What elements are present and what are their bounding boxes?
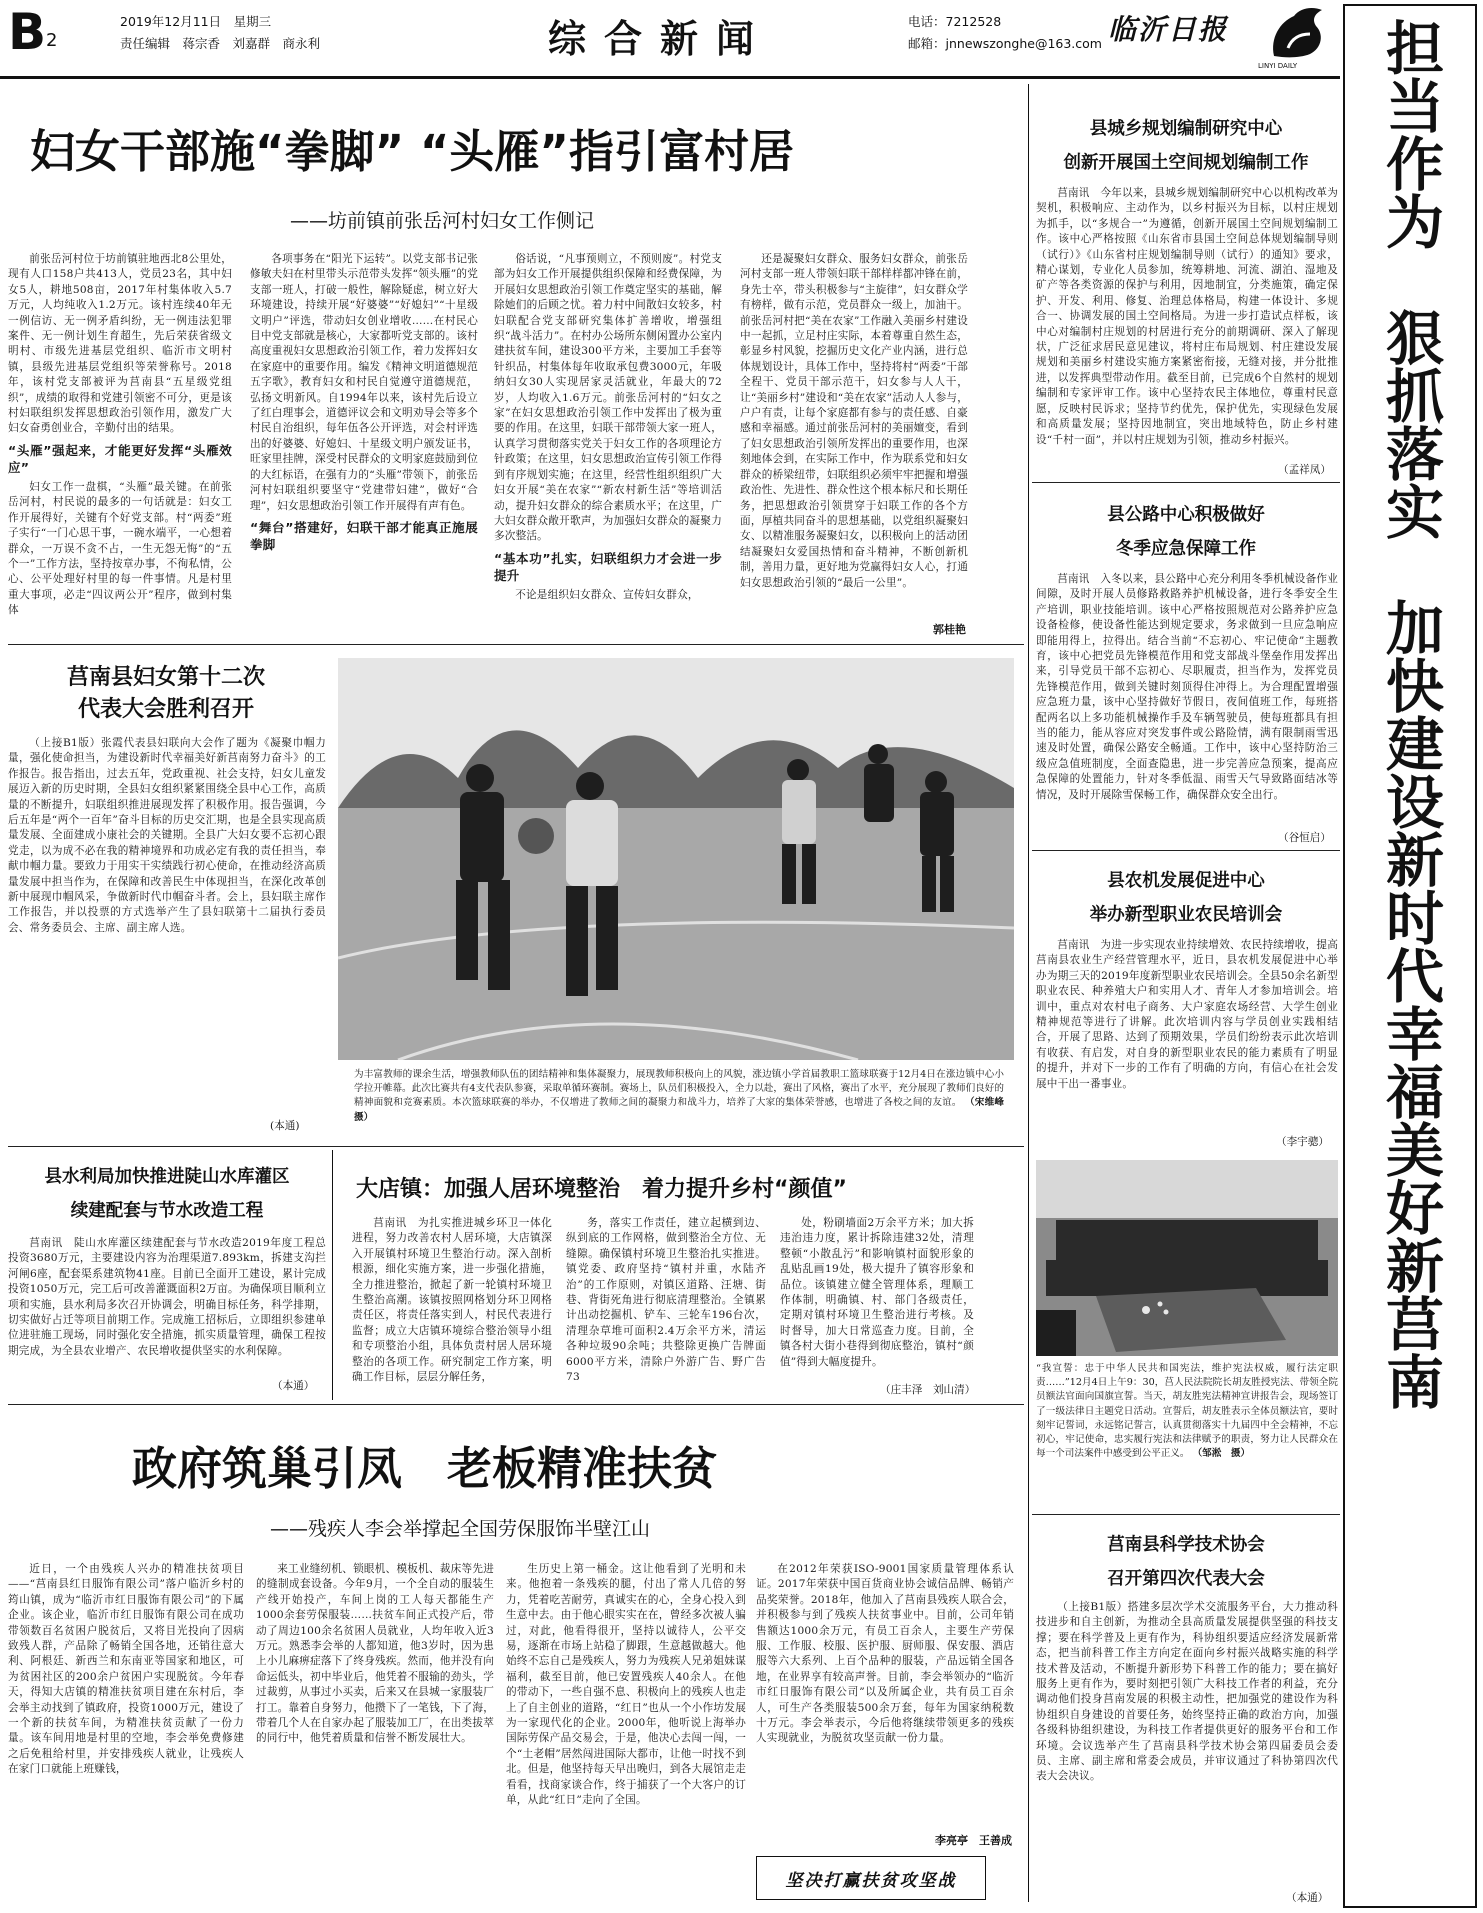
water-title-line: 续建配套与节水改造工程 (70, 1201, 264, 1221)
slogan-box (1343, 4, 1477, 1908)
dadian-author: （庄丰泽 刘山清） (880, 1384, 976, 1396)
right-a3-paragraph: 莒南讯 为进一步实现农业持续增效、农民持续增收，提高莒南县农业生产经营管理水平，近日，县农机发展促进中心举办为期三天的2019年度新型职业农民培训会。全县50余名新型职业农民、种养殖大户和实用人才、青年人才参加培训会。培训中，重点对农村电子商务、大户家庭农场经营、大学生创业精神规范等进行了讲解。此次培训内容与学员创业实践相结合，开展了思路、达到了预期效果，学员们纷纷表示此次培训有收获、有启发，对自身的新型职业农民的能力素质有了明显的提升，并对下一步的工作有了明确的方向，有信心在社会发展中干出一番事业。 (1036, 939, 1338, 1090)
lead-column-4 (740, 252, 968, 622)
photo-caption (354, 1068, 1014, 1125)
feature-column-3 (506, 1562, 746, 1906)
lead-subhead: “头雁”强起来，才能更好发挥“头雁效应” (8, 442, 232, 475)
feature-paragraph: 来工业缝纫机、锁眼机、模板机、裁床等先进的缝制成套设备。今年9月，一个全自动的服装生产线开始投产，车间上岗的工人每天都能生产1000余套劳保服装……扶贫车间正式投产后，带动了周边100余名贫困人员就业，人均年收入近3万元。熟悉李会举的人都知道，他3岁时，因为患上小儿麻痹症落下了终身残疾。然而，他并没有向命运低头，初中毕业后，他凭着不服输的劲头，学过裁剪，从事过小买卖，后来又在县城一家服装厂打工。靠着自身努力，他攒下了一笔钱，下了海，带着几个人在自家办起了服装加工厂，在出类拔萃的同行中，他凭着质量和信誉不断发展壮大。 (256, 1563, 494, 1745)
lead-title: 妇女干部施“拳脚” “头雁”指引富村居 (30, 125, 794, 178)
basketball-photo (338, 658, 1014, 1060)
feature-title: 政府筑巢引凤 老板精准扶贫 (132, 1442, 718, 1495)
right-a2-body (1036, 572, 1338, 824)
lead-column-3 (494, 252, 722, 638)
right-a1-end: （孟祥凤） (1278, 464, 1331, 476)
paper-logo (1108, 4, 1338, 72)
right-a1-title-line: 县城乡规划编制研究中心 (1089, 119, 1283, 139)
oath-caption (1036, 1362, 1338, 1461)
right-a1-title-line: 创新开展国土空间规划编制工作 (1063, 153, 1309, 173)
fuda-title-line: 代表大会胜利召开 (77, 697, 254, 722)
right-a2-end: （谷恒启） (1278, 832, 1331, 844)
feature-column-2 (256, 1562, 494, 1906)
oath-scene-icon (1036, 1160, 1338, 1356)
fuda-end: (本通) (270, 1120, 300, 1132)
water-title-line: 县水利局加快推进陡山水库灌区 (44, 1167, 290, 1187)
dadian-paragraph: 务，落实工作责任，建立起横到边、纵到底的工作网格，做到整治全方位、无缝隙。确保镇村环境卫生整治扎实推进。镇党委、政府坚持“镇村并重，水陆齐治”的工作原则，对镇区道路、汪塘、街巷、背街死角进行彻底清理整治。全镇累计出动挖掘机、铲车、三轮车196台次，清理杂草堆可面积2.4万余平方米，清运各种垃圾90余吨；共整除更换广告牌面6000平方米，清除户外游广告、野广告73 (566, 1217, 766, 1384)
feature-paragraph: 生历史上第一桶金。这让他看到了光明和未来。他抱着一条残疾的腿，付出了常人几倍的努力，凭着吃苦耐劳，真诚实在的心，全身心投入到生意中去。由于他心眼实实在在，曾经多次被人骗过，对此，他看得很开，坚持以诚待人，公平交易，逐渐在市场上站稳了脚跟，生意越做越大。他始终不忘自己是残疾人，努力为残疾人兄弟姐妹谋福利，截至目前，他已安置残疾人40余人。在他的带动下，一些自强不息、积极向上的残疾人也走上了自主创业的道路，“红日”也从一个小作坊发展为一家现代化的企业。2000年，他听说上海举办国际劳保产品交易会，于是，他决心去闯一闯，一个“土老帽”居然闯进国际大都市，让他一时找不到北。但是，他坚持每天早出晚归，到各大展馆走走看看，找商家谈合作，终于捕获了一个大客户的订单，从此“红日”走向了全国。 (506, 1563, 746, 1807)
phone-label: 电话： (908, 14, 946, 29)
oath-caption-text: “我宣誓：忠于中华人民共和国宪法，维护宪法权威，履行法定职责……”12月4日上午9：30，莒人民法院院长胡友胜授宪法、带领全院员额法官面向国旗宣誓。当天，胡友胜宪法精神宣讲报告会，现场签订了一级法律日主题党日活动。宣誓后，胡友胜表示全体员额法官，要时刻牢记誓词，永远铭记誓言，认真贯彻落实十九届四中全会精神，不忘初心，牢记使命，忠实履行宪法和法律赋予的职责，努力让人民群众在每一个司法案件中感受到公平正义。 (1036, 1363, 1338, 1460)
right-a2-title (1032, 498, 1340, 566)
page-number: 2 (46, 30, 58, 51)
dadian-column-1 (352, 1216, 552, 1396)
lead-bottom-rule (8, 644, 1024, 645)
water-title (8, 1160, 326, 1228)
feature-author: 李亮亭 王善成 (935, 1834, 1012, 1847)
right-a3-end: （李宇骢） (1276, 1136, 1329, 1148)
email-line (908, 34, 1102, 52)
fuda-body (8, 736, 326, 1132)
lead-author: 郭桂艳 (933, 623, 966, 636)
middle-rule (8, 1146, 1024, 1147)
right-rule-3 (1032, 1514, 1340, 1515)
feature-subtitle: ——残疾人李会举撑起全国劳保服饰半壁江山 (270, 1518, 651, 1540)
lead-paragraph: 各项事务在“阳光下运转”。以党支部书记张修敏夫妇在村里带头示范带头发挥“领头雁”的党支部一班人，打破一般性，解除疑虑，树立好大环境建设，持续开展“好婆婆”“好媳妇”“十星级文明户”评选，带动妇女创业增收……在村民心目中党支部就是核心，大家都听党支部的。该村高度重视妇女思想政治引领工作，着力发挥妇女在家庭中的重要作用。编发《精神文明道德规范五字歌》，教育妇女和村民自觉遵守道德规范，弘扬文明新风。自1994年以来，该村先后设立了红白理事会，道德评议会和文明劝导会等多个村民自治组织，每年伍各公开评选，对会村评选出的好婆婆、好媳妇、十星级文明户颁发证书，旺家里挂牌，深受村民群众的文明家庭鼓励到位的大红标语，在强有力的“头雁”带领下，前张岳河村妇联组织要坚守“党建带妇建”，做好“合理”，妇女思想政治引领工作开展得有声有色。 (250, 253, 478, 512)
right-rule-2 (1032, 850, 1340, 851)
lead-subtitle: ——坊前镇前张岳河村妇女工作侧记 (290, 210, 595, 232)
right-a2-title-line: 县公路中心积极做好 (1107, 505, 1265, 525)
masthead-rule (0, 76, 1340, 79)
phone-number: 7212528 (945, 14, 1002, 29)
right-a2-title-line: 冬季应急保障工作 (1116, 539, 1256, 559)
right-a3-title-line: 举办新型职业农民培训会 (1089, 905, 1283, 925)
feature-column-4 (756, 1562, 1014, 1830)
masthead (0, 0, 1340, 76)
right-a3-title (1032, 864, 1340, 932)
editors-line: 责任编辑 蒋宗香 刘嘉群 商永利 (120, 36, 321, 51)
feature-paragraph: 近日，一个由残疾人兴办的精准扶贫项目——“莒南县红日服饰有限公司”落户临沂乡村的筠山镇，成为“临沂市红日服饰有限公司”的下属企业。该企业，临沂市红日服饰有限公司在成功带领数百名贫困户脱贫后，又将目光投向了因病致残人群，产品除了畅销全国各地，还销往意大利、阿根廷、新西兰和东南亚等国家和地区，可为贫困社区的200余户贫困户实现脱贫。今年春天，得知大店镇的精准扶贫项目建在东村后，李会举主动找到了镇政府，投资1000万元，建设了一个新的扶贫车间，为精准扶贫贡献了一份力量。该车间用地是村里的空地，李会举免费修建之后免租给村里，并安排残疾人就业，让残疾人在家门口就能上班赚钱， (8, 1563, 244, 1776)
date-line: 2019年12月11日 星期三 (120, 14, 272, 29)
lead-column-2 (250, 252, 478, 638)
dadian-paragraph: 莒南讯 为扎实推进城乡环卫一体化进程，努力改善农村人居环境，大店镇深入开展镇村环境卫生整治行动。深入剖析根源，细化实施方案，进一步强化措施，全力推进整治，掀起了新一轮镇村环境卫生整治高潮。该镇按照网格划分环卫网格责任区，将责任落实到人，村民代表进行监督；成立大店镇环境综合整治领导小组和专项整治小组，具体负责村居人居环境整治的各项工作。研究制定工作方案，明确工作目标，层层分解任务， (352, 1217, 552, 1384)
right-a3-title-line: 县农机发展促进中心 (1107, 871, 1265, 891)
dadian-column-2 (566, 1216, 766, 1396)
paper-english: LINYI DAILY (1258, 62, 1298, 70)
lead-paragraph: 还是凝聚妇女群众、服务妇女群众，前张岳河村支部一班人带领妇联干部样样都冲锋在前，身先士卒，带头积极参与“主旋律”，妇女群众学有榜样，做有示范，党员群众一级上，加油干。前张岳河村把“美在农家”工作融入美丽乡村建设中一起抓，立足村庄实际，本着尊重自然生态，彰显乡村风貌，挖掘历史文化产业内涵，进行总体规划设计，具体工作中，坚持将村“两委”干部全程干、党员干部示范干，妇女参与人人干，让“美丽乡村”建设和“美在农家”活动人人参与，户户有责，让每个家庭都有参与的责任感、自豪感和幸福感。通过前张岳河村的美丽嬗变，看到了妇女思想政治引领所发挥出的重要作用，也深刻地体会到，在实际工作中，作为联系党和妇女群众的桥梁纽带，妇联组织必须牢牢把握和增强政治性、先进性、群众性这个根本标尺和长期任务，把思想政治引领贯穿于妇联工作的各个方面，厚植共同奋斗的思想基础，以党组织凝聚妇女、以精准服务凝聚妇女，以积极向上的活动团结凝聚妇女爱国热情和奋斗精神，不断创新机制，善用力量，更好地为党赢得妇女人心，打通妇女思想政治引领的“最后一公里”。 (740, 253, 968, 589)
right-a1-body (1036, 186, 1338, 470)
page-letter: B (8, 3, 47, 61)
right-column-rule (1028, 84, 1029, 1902)
water-paragraph: 莒南讯 陡山水库灌区续建配套与节水改造2019年度工程总投资3680万元，主要建设内容为治理渠道7.893km，拆建支沟拦河闸6座，配套渠系建筑物41座。目前已全面开工建设，累计完成投资1050万元，完工后可改善灌溉面积2万亩。为确保项目顺利立项和实施，县水利局多次召开协调会，明确目标任务，科学排期，切实做好占迁等项目前期工作。完成施工招标后，立即组织参建单位进驻施工现场，同时强化安全措施，抓实质量管理，确保工程按期完成，为全县农业增产、农民增收提供坚实的水利保障。 (8, 1237, 326, 1357)
phone-line (908, 12, 1001, 30)
fuda-title-line: 莒南县妇女第十二次 (66, 665, 265, 690)
water-body (8, 1236, 326, 1392)
oath-credit: （邹淞 摄） (1192, 1448, 1251, 1460)
lead-subhead: “舞台”搭建好，妇联干部才能真正施展拳脚 (250, 519, 478, 552)
lead-paragraph: 俗话说，“凡事预则立，不预则废”。村党支部为妇女工作开展提供组织保障和经费保障，为开展妇女思想政治引领工作奠定坚实的基础，解除她们的后顾之忧。着力村中间散妇女较多，村妇联配合党支部研究集体扩善增收，增强组织“战斗活力”。在村办公场所东侧闲置办公室内建扶贫车间，建设300平方米，主要加工手套等针织品，村集体每年收取承包费3000元，年吸纳妇女30人实现居家灵活就业，年最大的72岁，人均收入1.6万元。前张岳河村的“妇女之家”在妇女思想政治引领工作中发挥出了极为重要的作用。在这里，妇联干部带领大家一班人，认真学习贯彻落实党关于妇女工作的各项理论方针政策；在这里，妇女思想政治宣传引领工作得到有序规划实施；在这里，经营性组织组织广大妇女开展“美在农家”“新农村新生活”等培训活动，提升妇女群众的综合素质水平；在这里，广大妇女群众敞开歌声，为加强妇女群众的凝聚力多次整活。 (494, 253, 722, 543)
basketball-scene-icon (338, 658, 1014, 1060)
right-a1-title (1032, 112, 1340, 180)
fuda-paragraph: （上接B1版）张霞代表县妇联向大会作了题为《凝聚巾帼力量，强化使命担当，为建设新时代幸福美好新莒南努力奋斗》的工作报告。报告指出，过去五年，党政重视、社会支持，妇女儿童发展迈入新的历史时期，全县妇女组织紧紧围绕全县中心工作，高质量的不断提升，妇联组织推进展现发挥了积极作用。报告强调，今后五年是“两个一百年”奋斗目标的历史交汇期，也是全县实现高质量发展、全面建成小康社会的关键期。全县广大妇女要不忘初心跟党走，以为成不必在我的精神境界和功成必定有我的责任担当，奉献巾帼力量。要致力于用实干实绩践行初心使命，在推动经济高质量发展中担当作为，在保障和改善民生中体现担当，在深化改革创新中展现巾帼风采，争做新时代巾帼奋斗者。会上，县妇联主席作工作报告，并以投票的方式选举产生了县妇联第十二届执行委员会、常务委员会、主席、副主席人选。 (8, 737, 326, 934)
feature-banner-text: 坚决打赢扶贫攻坚战 (785, 1870, 957, 1891)
email-label: 邮箱： (908, 36, 946, 51)
photo-caption-text: 为丰富教师的课余生活，增强教师队伍的团结精神和集体凝聚力，展现教师积极向上的风貌，涨边镇小学首届教职工篮球联赛于12月4日在涨边镇中心小学拉开帷幕。此次比赛共有4支代表队参赛，采取单循环赛制。赛场上，队员们积极投入，全力以赴，赛出了风格，赛出了水平，充分展现了教师们良好的精神面貌和竞赛素质。本次篮球联赛的举办，不仅增进了教师之间的凝聚力和战斗力，培养了大家的集体荣誉感，也增进了各校之间的友谊。 (354, 1069, 1004, 1109)
feature-column-1 (8, 1562, 244, 1906)
lead-paragraph: 妇女工作一盘棋，“头雁”最关键。在前张岳河村，村民说的最多的一句话就是：妇女工作开展得好，关键有个好党支部。村“两委”班子实行“一门心思干事，一碗水端平，一心想着群众，一万误不贪不占，一生无怨无悔”的“五个一”工作方法，坚持按章办事，不徇私情，公心、公平处理好村里的每一件事情。凡是村里重大事项，必走“四议两公开”程序，做到村集体 (8, 480, 232, 617)
oath-photo (1036, 1160, 1338, 1356)
paper-name: 临沂日报 (1108, 13, 1229, 46)
dadian-title: 大店镇：加强人居环境整治 着力提升乡村“颜值” (356, 1177, 847, 1202)
section-title: 综合新闻 (548, 17, 773, 61)
water-end: （本通） (272, 1380, 315, 1392)
feature-banner (756, 1856, 986, 1900)
right-a4-body (1036, 1600, 1338, 1892)
lead-subhead: “基本功”扎实，妇联组织力才会进一步提升 (494, 550, 722, 583)
email-address[interactable]: jnnewszonghe@163.com (945, 36, 1102, 51)
lead-paragraph: 前张岳河村位于坊前镇驻地西北8公里处，现有人口158户共413人，党员23名，其中妇女5人，耕地508亩，2017年村集体收入5.7万元，人均纯收入1.2万元。该村连续40年无一例信访、无一例矛盾纠纷，无一例违法犯罪案件、无一例计划生育超生，先后荣获省级文明村、市级先进基层党组织、临沂市文明村镇，县级先进基层党组织等荣誉称号。2018年，该村党支部被评为莒南县“五星级党组织”，成绩的取得和党建引领密不可分，更是该村妇联组织发挥思想政治引领作用，激发广大妇女奋勇创业合，辛勤付出的结果。 (8, 253, 232, 435)
water-column-rule (332, 1150, 333, 1400)
lead-paragraph: 不论是组织妇女群众、宣传妇女群众， (515, 588, 699, 601)
right-a4-end: （本通） (1286, 1892, 1329, 1904)
slogan-text: 担当作为 狠抓落实 加快建设新时代幸福美好新莒南 (1376, 18, 1444, 1410)
right-a4-title (1032, 1528, 1340, 1596)
fuda-title (8, 662, 324, 726)
right-a4-paragraph: （上接B1版）搭建多层次学术交流服务平台，大力推动科技进步和自主创新，为推动全县高质量发展提供坚强的科技支撑；要在科学普及上更有作为，科协组织要适应经济发展新常态，把当前科普工作主方向定在面向乡村振兴战略实施的科学技术普及活动，不断提升新形势下科普工作的能力；要在搞好服务上更有作为，要时刻把引领广大科技工作者的利益，充分调动他们投身莒南发展的积极主动性，把加强党的建设作为科协组织自身建设的首要任务，始终坚持正确的政治方向，加强各级科协组织建设，为科技工作者提供更好的服务平台和工作环境。会议选举产生了莒南县科学技术协会第四届委员会委员、主席、副主席和常委会成员，并审议通过了科协第四次代表大会决议。 (1036, 1601, 1338, 1783)
dadian-column-3 (780, 1216, 974, 1382)
dadian-paragraph: 处，粉刷墙面2万余平方米；加大拆违治违力度，累计拆除违建32处，清理整顿“小散乱污”和影响镇村面貌形象的乱贴乱画19处，极大提升了镇容形象和品位。该镇建立健全管理体系，理顺工作体制，明确镇、村、部门各级责任，定期对镇村环境卫生整治进行考核。及时督导，加大日常巡查力度。目前，全镇各村大街小巷得到彻底整治，镇村“颜值”得到大幅度提升。 (780, 1217, 974, 1368)
right-a4-title-line: 召开第四次代表大会 (1107, 1569, 1265, 1589)
right-a4-title-line: 莒南县科学技术协会 (1107, 1535, 1265, 1555)
photo-credit: （宋维峰 摄） (354, 1097, 1014, 1123)
right-a3-body (1036, 938, 1338, 1130)
lower-rule (8, 1404, 1024, 1405)
paper-emblem-icon (1266, 4, 1330, 60)
right-rule-1 (1032, 482, 1340, 483)
right-a2-paragraph: 莒南讯 入冬以来，县公路中心充分利用冬季机械设备作业间隙，及时开展人员修路救路养护机械设备，进行冬季安全生产培训，职业技能培训。该中心严格按照规范对公路养护应急设备检修，使设备性能达到规定要求，务求做到一旦应急响应即能用得上，拉得出。结合当前“不忘初心、牢记使命”主题教育，该中心把党员先锋模范作用和党支部战斗堡垒作用发挥出来，引导党员干部不忘初心、尽职履责，担当作为，发挥党员先锋模范作用，做到关键时刻顶得住冲得上。为合理配置增强应急班力量，该中心坚持做好节假日，夜间值班工作，每班搭配两名以上多功能机械操作手及车辆驾驶员，使每班都具有担当的能力，能从容应对突发事件或公路险情，满有限制雨雪迅速及时处置，确保公路安全畅通。工作中，该中心坚持防治三级应急值班制度，全面查隐患，进一步完善应急预案，提高应急保障的处置能力，针对冬季低温、雨雪天气导致路面结冰等情况，及时开展除雪保畅工作，确保群众安全出行。 (1036, 573, 1338, 801)
lead-column-1 (8, 252, 232, 638)
feature-paragraph: 在2012年荣获ISO-9001国家质量管理体系认证。2017年荣获中国百货商业协会诚信品牌、畅销产品奖荣誉。2018年，他加入了莒南县残疾人联合会，并积极参与到了残疾人扶贫事业中。目前，公司年销售额达1000余万元，有员工百余人，主要生产劳保服、工作服、校服、医护服、厨师服、保安服、酒店服等六大系列、上百个品种的服装，产品远销全国各地，在业界享有较高声誉。目前，李会举领办的“临沂市红日服饰有限公司”以及所属企业，共有员工百余人，可生产各类服装500余万套，每年为国家纳税数十万元。李会举表示，今后他将继续带领更多的残疾人实现就业，为脱贫攻坚贡献一份力量。 (756, 1563, 1014, 1745)
right-a1-paragraph: 莒南讯 今年以来，县城乡规划编制研究中心以机构改革为契机，积极响应、主动作为，以乡村振兴为目标，以村庄规划为抓手，以“多规合一”为遵循，创新开展国土空间规划编制工作。该中心严格按照《山东省市县国土空间总体规划编制导则（试行）》《山东省村庄规划编制导则（试行）的通知》要求，精心谋划，专业化人员参加，统筹耕地、河流、湖泊、湿地及矿产等各类资源的保护与利用，因地制宜，分类施策，确定保护、开发、利用、修复、治理总体格局，构建一体设计、多规合一、协调发展的国土空间格局。为进一步打造试点样板，该中心对编制村庄规划的村居进行充分的前期调研、深入了解现状，广泛征求居民意见建议，将村庄布局规划、村庄建设发展规划和美丽乡村建设实施方案紧密衔接，无缝对接，并分批推进，以发挥典型带动作用。截至目前，已完成6个自然村的规划编制和专家评审工作。该中心坚持农民主体地位，尊重村民意愿，反映村民诉求；坚持节约优先，保护优先，实现绿色发展和高质量发展；坚持因地制宜，突出地域特色，防止乡村建设“千村一面”，并以村庄规划为引领，推动乡村振兴。 (1036, 187, 1338, 446)
